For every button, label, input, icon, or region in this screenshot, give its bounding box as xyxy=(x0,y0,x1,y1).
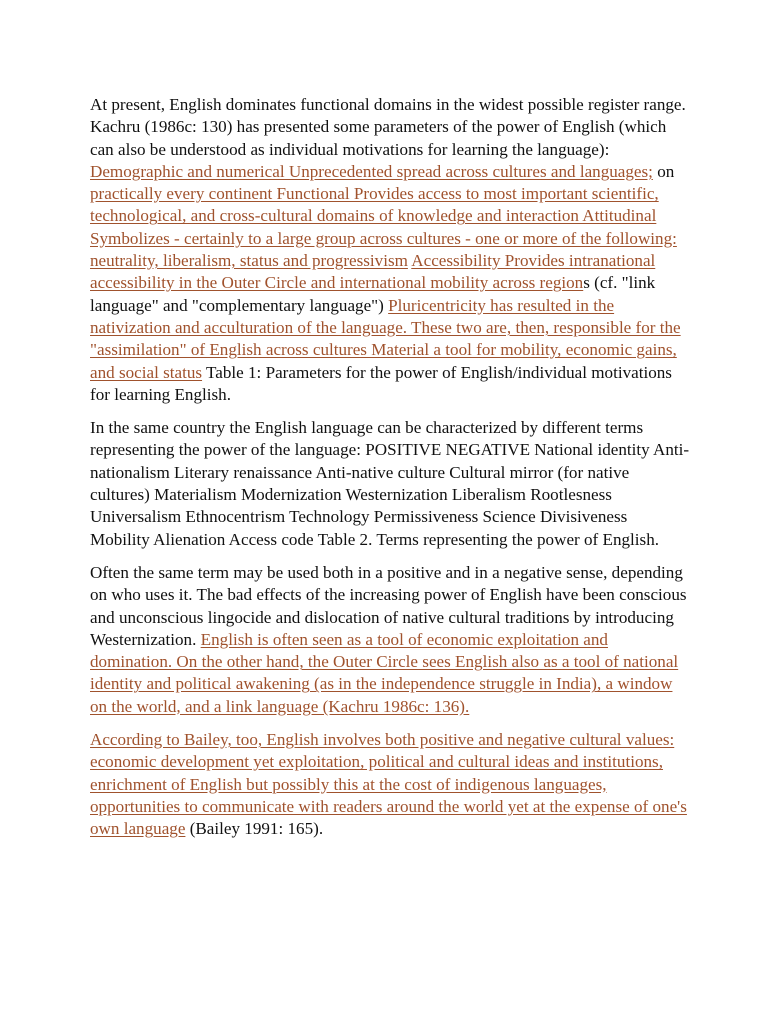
text-segment: Often the same term may be used both in a positive and in a negative sense, depending on who uses it. The bad effects of the increasing power of English have been conscious and unconscious lingocide and dislocation of native cultural traditions by introducing Westernization. xyxy=(90,562,687,649)
document-page xyxy=(90,94,690,852)
text-segment: At present, English dominates functional domains in the widest possible register range. Kachru (1986c: 130) has presented some parameters of the power of English (which can also be understood as individual motivations for learning the language): xyxy=(90,95,686,159)
text-segment: Table 1: Parameters for the power of English/individual motivations for learning English. xyxy=(90,362,672,404)
text-segment: In the same country the English language can be characterized by different terms representing the power of the language: POSITIVE NEGATIVE National identity Anti-nationalism Literary renaissance Anti-native culture Cultural mirror (for native cultures) Materialism Modernization Westernization Liberalism Rootlesness Universalism Ethnocentrism Technology Permissiveness Science Divisiveness Mobility Alienation Access code Table 2. Terms representing the power of English. xyxy=(90,418,690,549)
paragraph-1 xyxy=(90,94,690,406)
link-demographic[interactable]: Demographic and numerical Unprecedented spread across cultures and languages; xyxy=(90,161,653,181)
text-segment: (Bailey 1991: 165). xyxy=(185,819,324,839)
link-exploitation[interactable]: English is often seen as a tool of economic exploitation and domination. On the other hand, the Outer Circle sees English also as a tool of national identity and political awakening (as in the independence struggle in India), a window on the world, and a link language (Kachru 1986c: 136). xyxy=(90,629,679,716)
text-segment: s (cf. "link language" and "complementary language") xyxy=(90,273,656,315)
text-segment: on xyxy=(652,161,675,181)
paragraph-4 xyxy=(90,729,690,840)
paragraph-3 xyxy=(90,562,690,718)
paragraph-2 xyxy=(90,417,690,551)
link-accessibility[interactable]: Accessibility Provides intranational accessibility in the Outer Circle and international mobility across region xyxy=(90,251,656,293)
link-functional[interactable]: practically every continent Functional Provides access to most important scientific, technological, and cross-cultural domains of knowledge and interaction Attitudinal Symbolizes - certainly to a large group across cultures - one or more of the following: neutrality, liberalism, status and progressivism xyxy=(90,184,677,271)
link-bailey[interactable]: According to Bailey, too, English involves both positive and negative cultural values: economic development yet exploitation, political and cultural ideas and institutions, enrichment of English but possibly this at the cost of indigenous languages, opportunities to communicate with readers around the world yet at the expense of one's own language xyxy=(90,730,687,839)
link-pluricentricity[interactable]: Pluricentricity has resulted in the nativization and acculturation of the language. These two are, then, responsible for the "assimilation" of English across cultures Material a tool for mobility, economic gains, and social status xyxy=(90,295,681,382)
